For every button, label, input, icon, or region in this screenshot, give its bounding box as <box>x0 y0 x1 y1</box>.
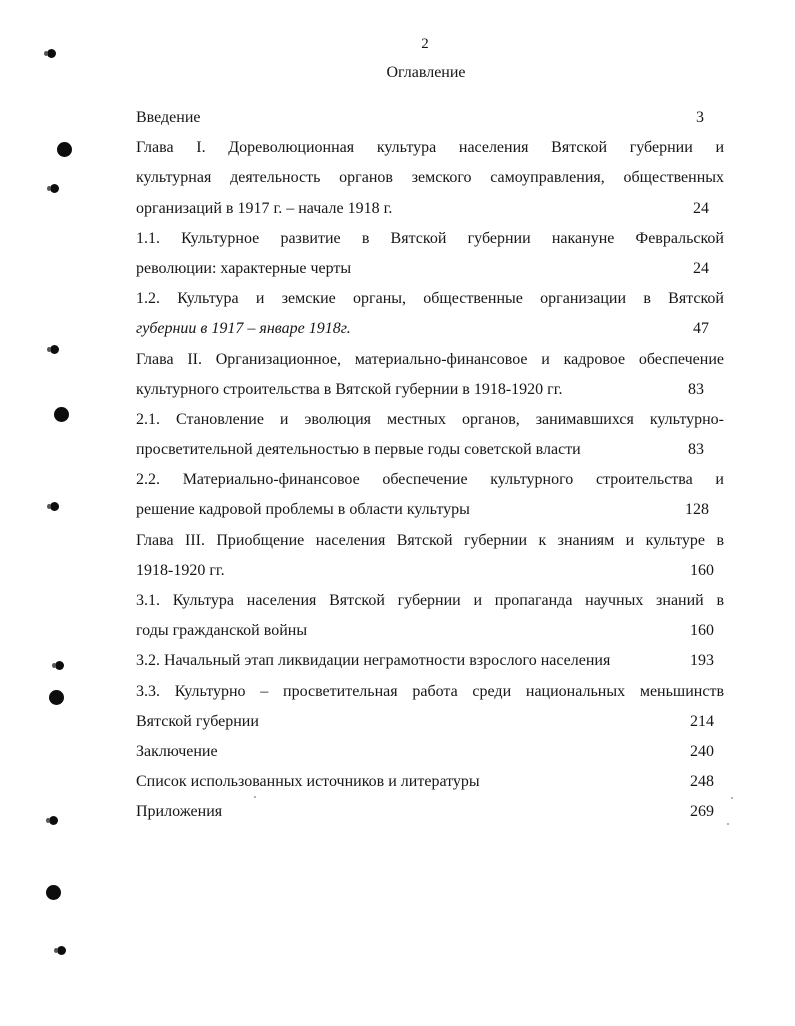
toc-entry-page: 24 <box>693 199 709 217</box>
toc-entry-text: культурного строительства в Вятской губернии в 1918-1920 гг. <box>136 380 563 398</box>
toc-entry-page: 160 <box>690 622 714 640</box>
toc-entry-3-2 <box>136 646 724 676</box>
scan-speck <box>254 796 256 798</box>
toc-entry-text: организаций в 1917 г. – начале 1918 г. <box>136 199 393 217</box>
toc-entry-2-1-line2 <box>136 435 724 465</box>
toc-entry-page: 24 <box>693 259 709 277</box>
toc-entry-page: 214 <box>690 712 714 730</box>
table-of-contents <box>136 103 724 828</box>
punch-hole-mark <box>49 690 64 705</box>
toc-entry-chapter3-line1: Глава III. Приобщение населения Вятской губернии к знаниям и культуре в <box>136 531 724 549</box>
toc-title: Оглавление <box>386 64 466 81</box>
punch-hole-mark <box>54 407 69 422</box>
toc-entry-chapter1-line2: культурная деятельность органов земского самоуправления, общественных <box>136 169 724 187</box>
toc-entry-1-2-line2 <box>136 314 724 344</box>
toc-entry-page: 83 <box>688 380 704 398</box>
toc-entry-page: 240 <box>690 742 714 760</box>
toc-entry-page: 47 <box>693 320 709 338</box>
toc-entry-text: революции: характерные черты <box>136 259 352 277</box>
toc-entry-chapter2-line2 <box>136 375 724 405</box>
punch-hole-mark <box>50 184 59 193</box>
toc-entry-references <box>136 767 724 797</box>
toc-entry-2-2-line2 <box>136 495 724 525</box>
punch-hole-mark <box>57 142 72 157</box>
toc-entry-text: 3.2. Начальный этап ликвидации неграмотности взрослого населения <box>136 652 611 670</box>
toc-entry-text: Приложения <box>136 803 223 821</box>
toc-entry-page: 160 <box>690 561 714 579</box>
toc-entry-chapter2-line1: Глава II. Организационное, материально-финансовое и кадровое обеспечение <box>136 350 724 368</box>
toc-entry-text: Вятской губернии <box>136 712 259 730</box>
punch-hole-mark <box>55 661 64 670</box>
toc-entry-text: Список использованных источников и литературы <box>136 773 480 791</box>
toc-entry-text: губернии в 1917 – январе 1918г. <box>136 320 351 338</box>
punch-hole-mark <box>50 502 59 511</box>
toc-entry-text: Введение <box>136 109 201 126</box>
toc-entry-page: 3 <box>696 109 704 126</box>
toc-entry-3-3-line2 <box>136 707 724 737</box>
toc-entry-chapter1-line1: Глава I. Дореволюционная культура населения Вятской губернии и <box>136 139 724 157</box>
punch-hole-mark <box>57 946 66 955</box>
toc-entry-text: годы гражданской войны <box>136 622 308 640</box>
toc-entry-introduction <box>136 103 724 133</box>
scan-speck <box>727 823 729 825</box>
toc-entry-page: 269 <box>690 803 714 821</box>
toc-entry-page: 83 <box>688 441 704 459</box>
toc-entry-text: Заключение <box>136 742 218 760</box>
punch-hole-mark <box>46 885 61 900</box>
toc-entry-1-2-line1: 1.2. Культура и земские органы, общественные организации в Вятской <box>136 290 724 308</box>
toc-entry-text: 1918-1920 гг. <box>136 561 225 579</box>
toc-entry-3-1-line1: 3.1. Культура населения Вятской губернии и пропаганда научных знаний в <box>136 592 724 609</box>
scan-speck <box>731 797 733 799</box>
toc-entry-chapter3-line2 <box>136 556 724 586</box>
toc-entry-page: 128 <box>685 501 709 519</box>
toc-entry-page: 193 <box>690 652 714 670</box>
toc-entry-1-1-line1: 1.1. Культурное развитие в Вятской губернии накануне Февральской <box>136 229 724 247</box>
punch-hole-mark <box>47 49 56 58</box>
page-number: 2 <box>421 36 429 52</box>
toc-entry-2-1-line1: 2.1. Становление и эволюция местных органов, занимавшихся культурно- <box>136 410 724 428</box>
toc-entry-conclusion <box>136 737 724 767</box>
toc-entry-3-3-line1: 3.3. Культурно – просветительная работа среди национальных меньшинств <box>136 682 724 700</box>
toc-entry-3-1-line2 <box>136 616 724 646</box>
toc-entry-1-1-line2 <box>136 254 724 284</box>
punch-hole-mark <box>49 816 58 825</box>
toc-entry-text: решение кадровой проблемы в области культуры <box>136 501 470 519</box>
toc-entry-2-2-line1: 2.2. Материально-финансовое обеспечение культурного строительства и <box>136 471 724 489</box>
toc-entry-text: просветительной деятельностью в первые годы советской власти <box>136 441 581 459</box>
toc-entry-page: 248 <box>690 773 714 791</box>
punch-hole-mark <box>50 345 59 354</box>
toc-entry-chapter1-line3 <box>136 194 724 224</box>
toc-entry-appendices <box>136 797 724 827</box>
